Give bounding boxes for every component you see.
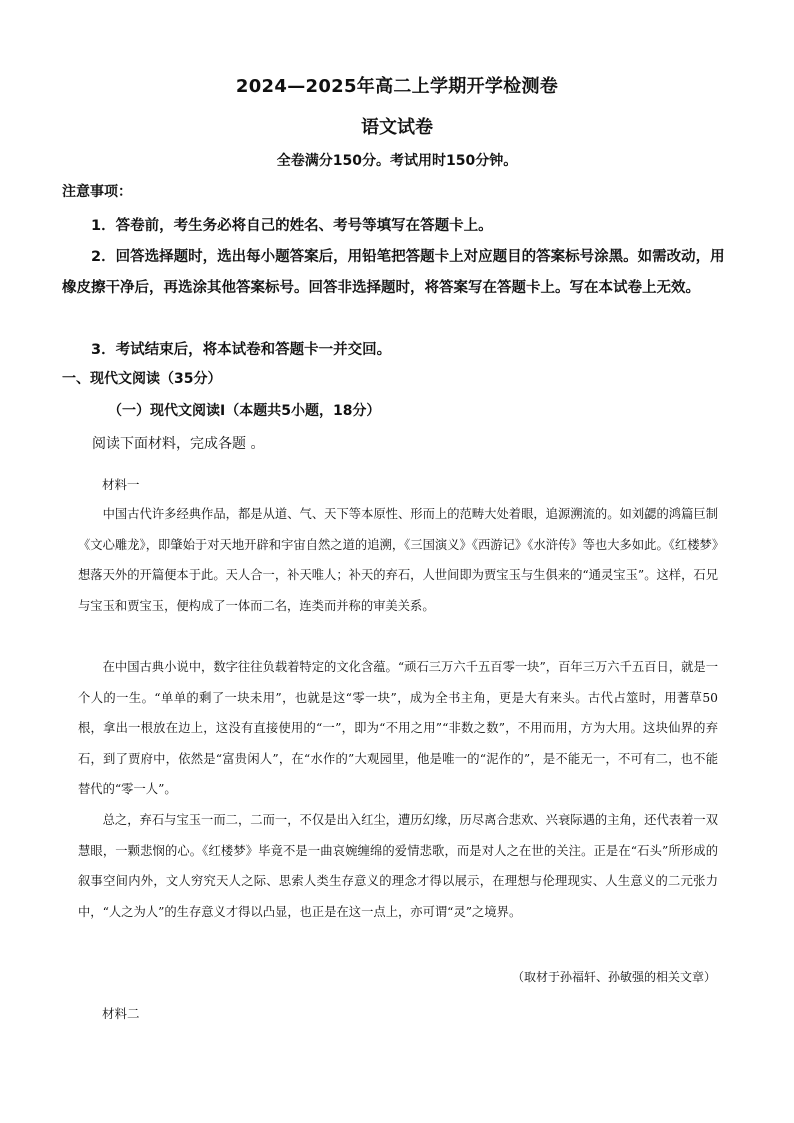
exam-title: 2024—2025年高二上学期开学检测卷	[235, 76, 559, 97]
notice-heading: 注意事项：	[62, 184, 132, 200]
material-1-paragraph-2: 在中国古典小说中，数字往往负载着特定的文化含蕴。“顽石三万六千五百零一块”，百年三万六千五百日，就是一个人的一生。“单单的剩了一块未用”，也就是这“零一块”，成为全书主角，更是大有来头。古代占筮时，用蓍草50根，拿出一根放在边上，这没有直接使用的“一”，即为“不用之用”“非数之数”，不用而用，方为大用。这块仙界的弃石，到了贾府中，依然是“富贵闲人”，在“水作的”大观园里，他是唯一的“泥作的”，是不能无一，不可有二，也不能替代的“零一人”。	[78, 660, 718, 796]
material-1-source: （取材于孙福轩、孙敏强的相关文章）	[511, 970, 716, 984]
score-line: 全卷满分150分。考试用时150分钟。	[276, 153, 518, 169]
material-1-paragraph-1: 中国古代许多经典作品，都是从道、气、天下等本原性、形而上的范畴大处着眼，追源溯流的。如刘勰的鸿篇巨制《文心雕龙》，即肇始于对天地开辟和宇宙自然之道的追溯，《三国演义》《西游记》《水浒传》等也大多如此。《红楼梦》想落天外的开篇便本于此。天人合一，补天唯人；补天的弃石，人世间即为贾宝玉与生俱来的“通灵宝玉”。这样，石兄与宝玉和贾宝玉，便构成了一体而二名，连类而并称的审美关系。	[78, 507, 718, 613]
section-heading: 一、现代文阅读（35分）	[62, 371, 222, 387]
reading-instruction: 阅读下面材料，完成各题 。	[92, 436, 265, 452]
notice-item-1: 1．答卷前，考生务必将自己的姓名、考号等填写在答题卡上。	[91, 218, 493, 234]
material-2-label: 材料二	[102, 1006, 140, 1021]
notice-item-2: 2．回答选择题时，选出每小题答案后，用铅笔把答题卡上对应题目的答案标号涂黑。如需改动，用橡皮擦干净后，再选涂其他答案标号。回答非选择题时，将答案写在答题卡上。写在本试卷上无效。	[62, 249, 725, 296]
notice-item-3: 3．考试结束后，将本试卷和答题卡一并交回。	[91, 342, 392, 358]
subsection-heading: （一）现代文阅读Ⅰ（本题共5小题，18分）	[108, 403, 381, 419]
exam-subtitle: 语文试卷	[361, 117, 433, 138]
material-1-paragraph-3: 总之，弃石与宝玉一而二，二而一，不仅是出入红尘，遭历幻缘，历尽离合悲欢、兴衰际遇的主角，还代表着一双慧眼，一颗悲悯的心。《红楼梦》毕竟不是一曲哀婉缠绵的爱情悲歌，而是对人之在世的关注。正是在“石头”所形成的叙事空间内外，文人穷究天人之际、思索人类生存意义的理念才得以展示，在理想与伦理现实、人生意义的二元张力中，“人之为人”的生存意义才得以凸显，也正是在这一点上，亦可谓“灵”之境界。	[78, 813, 718, 919]
material-1-label: 材料一	[102, 477, 140, 492]
